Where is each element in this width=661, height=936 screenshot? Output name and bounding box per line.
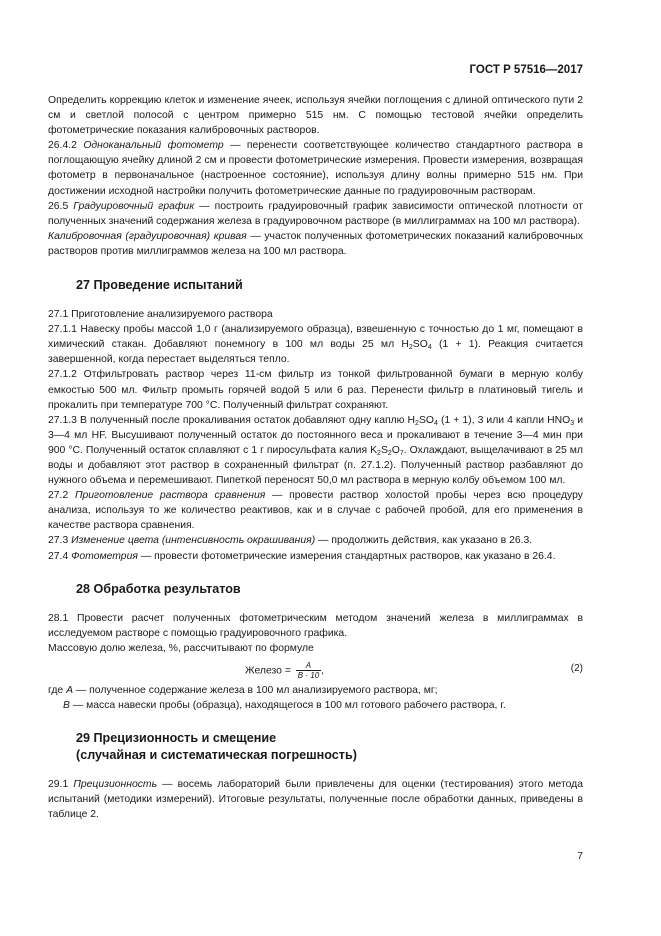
clause-text: — построить градуировочный график зависимости оптической плотности от полученных значений содержания железа в градуировочном растворе (в миллиграммах на 100 мл раствора). <box>48 200 584 227</box>
symbol-a: A <box>66 684 73 696</box>
clause-term: Прецизионность <box>73 779 158 791</box>
clause-number: 26.5 <box>48 200 69 212</box>
subscript: 2 <box>415 419 419 427</box>
formula-tail: , <box>321 665 325 677</box>
formula-2 <box>48 658 583 680</box>
paragraph-26-4-2 <box>48 138 583 198</box>
definition-term: Калибровочная (градуировочная) кривая <box>48 230 247 242</box>
paragraph-27-1: 27.1 Приготовление анализируемого раствора <box>48 309 273 321</box>
paragraph-calibration-curve <box>48 229 583 259</box>
paragraph-26-5 <box>48 199 583 229</box>
where-a <box>48 683 583 698</box>
clause-text: — провести раствор холостой пробы через всю процедуру анализа, используя то же количество реактивов, как и в случае с рабочей пробой, для его применения в качестве раствора сравнения. <box>48 490 583 532</box>
formula-fraction <box>296 661 321 680</box>
paragraph-27-1-2: 27.1.2 Отфильтровать раствор через 11-см фильтр из тонкой фильтрованной бумаги в мерную колбу емкостью 500 мл. Фильтр промыть горячей водой 5 или 6 раз. Перенести фильтр в платиновый тигель и прокалить при температуре 700 °С. Полученный фильтрат сохраняют. <box>48 369 583 411</box>
subscript: 2 <box>377 449 381 457</box>
paragraph-27-2 <box>48 488 583 533</box>
formula-expression <box>245 661 324 680</box>
text-part: и 3—4 мл HF. Высушивают полученный остаток до постоянного веса и прокаливают в течение 3—4 мин при 900 °С. Полученный остаток сплавляют с 1 г пиросульфата калия K <box>48 414 583 456</box>
paragraph-formula-intro: Массовую долю железа, %, рассчитывают по формуле <box>48 642 314 654</box>
paragraph-text: Определить коррекцию клеток и изменение ячеек, используя ячейки поглощения с длиной оптического пути 2 см и светлой полосой с центром примерно 515 нм. С помощью тестовой ячейки определить фотометрические показания калибровочных растворов. <box>48 95 583 137</box>
clause-text: — продолжить действия, как указано в 26.3. <box>315 535 533 547</box>
where-text: — полученное содержание железа в 100 мл анализируемого раствора, мг; <box>73 684 438 696</box>
subscript: 2 <box>387 449 392 457</box>
paragraph-27-4 <box>48 549 583 564</box>
formula-lhs: Железо = <box>245 665 291 677</box>
subscript: 4 <box>433 419 438 427</box>
clause-text: — восемь лабораторий были привлечены для оценки (тестирования) этого метода испытаний (методики измерений). Итоговые результаты, полученные после обработки данных, приведены в таблице 2. <box>48 779 583 821</box>
clause-number: 27.2 <box>48 490 69 502</box>
text-part: (1 + 1). Реакция считается завершенной, когда перестает выделяться тепло. <box>48 339 583 366</box>
text-part: 27.1.1 Навеску пробы массой 1,0 г (анализируемого образца), взвешенную с точностью до 1 мг, помещают в химический стакан. Добавляют понемногу в 100 мл воды 25 мл H <box>48 324 583 351</box>
clause-term: Приготовление раствора сравнения <box>74 490 266 502</box>
clause-text: — перенести соответствующее количество стандартного раствора в поглощающую ячейку длиной 2 см и провести фотометрические измерения. Провести измерения, возвращая фотометр в первоначальное (настроенное состояние), используя длину волны примерно 515 нм. При достижении исходной настройки получить фотометрические данные по градуировочным растворам. <box>48 140 583 197</box>
clause-term: Изменение цвета (интенсивность окрашивания) <box>71 535 316 547</box>
section-29-title-line1: 29 Прецизионность и смещение <box>76 731 277 746</box>
definition-text: — участок полученных фотометрических показаний калибровочных растворов против миллиграммов железа на 100 мл раствора. <box>48 230 583 257</box>
where-b <box>48 698 583 713</box>
paragraph-29-1 <box>48 777 583 822</box>
text-part: SO <box>412 339 428 351</box>
section-29-title-line2: (случайная и систематическая погрешность) <box>76 748 357 763</box>
subscript: 2 <box>408 344 413 352</box>
text-part: S <box>380 444 388 456</box>
clause-number: 27.3 <box>48 535 69 547</box>
clause-number: 29.1 <box>48 779 69 791</box>
subscript: 3 <box>570 419 575 427</box>
text-part: (1 + 1), 3 или 4 капли HNO <box>437 414 571 426</box>
formula-number: (2) <box>570 662 583 674</box>
where-lead: где <box>48 684 67 696</box>
subscript: 4 <box>427 344 432 352</box>
paragraph-27-1-3 <box>48 413 583 488</box>
section-27-heading: 27 Проведение испытаний <box>76 278 243 293</box>
formula-denominator: B · 10 <box>297 670 320 680</box>
text-part: O <box>391 444 400 456</box>
clause-number: 26.4.2 <box>48 140 77 152</box>
clause-term: Фотометрия <box>71 550 138 562</box>
clause-term: Градуировочный график <box>73 200 195 212</box>
clause-text: — провести фотометрические измерения стандартных растворов, как указано в 26.4. <box>137 550 556 562</box>
paragraph-cell-correction <box>48 93 583 138</box>
paragraph-28-1: 28.1 Провести расчет полученных фотометрическим методом значений железа в миллиграммах в исследуемом растворе с помощью градуировочного графика. <box>48 612 583 639</box>
where-text: — масса навески пробы (образца), находящегося в 100 мл готового рабочего раствора, г. <box>69 700 506 711</box>
clause-term: Одноканальный фотометр <box>83 140 224 152</box>
text-part: 27.1.3 В полученный после прокаливания остаток добавляют одну каплю H <box>48 414 416 426</box>
text-part: . Охлаждают, выщелачивают в 25 мл воды и добавляют этот раствор в сохраненный фильтрат (п. 27.1.2). Полученный раствор разбавляют до нужного объема и перемешивают. Пипеткой переносят 50,0 мл раствора в мерную колбу объемом 100 мл. <box>48 444 583 487</box>
page-number: 7 <box>577 851 583 862</box>
document-body <box>48 93 583 822</box>
formula-numerator: A <box>296 661 321 671</box>
text-part: SO <box>418 414 434 426</box>
section-28-heading: 28 Обработка результатов <box>76 581 241 596</box>
subscript: 7 <box>399 449 404 457</box>
section-29-heading <box>48 730 583 764</box>
document-header: ГОСТ Р 57516—2017 <box>469 64 583 76</box>
paragraph-27-3 <box>48 533 583 548</box>
clause-number: 27.4 <box>48 550 69 562</box>
symbol-b: B <box>63 700 70 711</box>
paragraph-27-1-1 <box>48 322 583 367</box>
